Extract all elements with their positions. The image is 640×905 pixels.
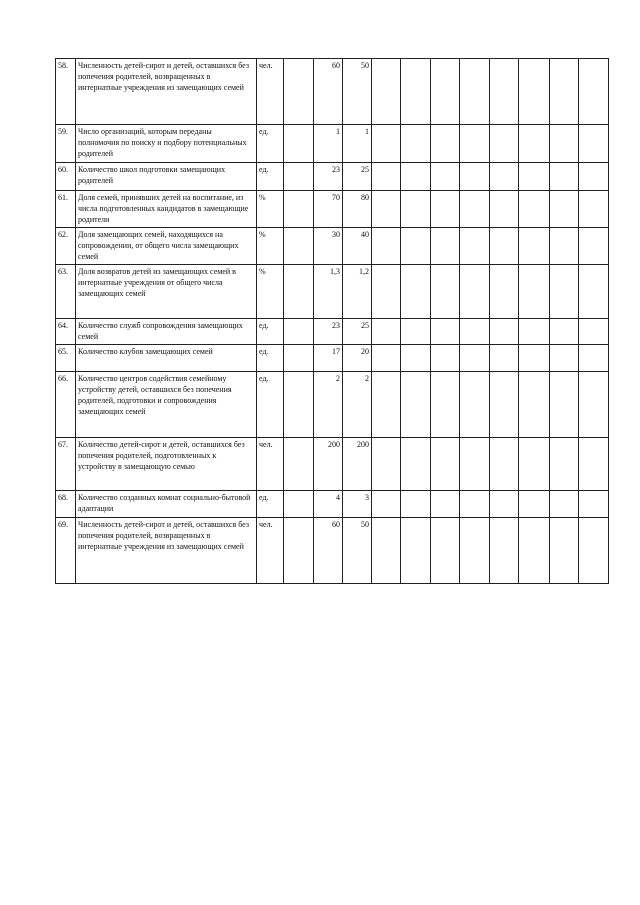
empty-cell — [431, 372, 460, 438]
empty-cell — [579, 345, 609, 372]
value-cell-1: 30 — [314, 228, 343, 265]
empty-cell — [431, 438, 460, 491]
table-row — [56, 191, 609, 228]
value-cell-base — [284, 265, 314, 319]
empty-cell — [372, 163, 401, 191]
empty-cell — [550, 191, 579, 228]
indicator-name: Доля семей, принявших детей на воспитание, из числа подготовленных кандидатов в замещающие родители — [76, 191, 257, 228]
empty-cell — [490, 491, 519, 518]
empty-cell — [431, 345, 460, 372]
empty-cell — [490, 228, 519, 265]
value-cell-1: 23 — [314, 319, 343, 345]
unit-cell: ед. — [257, 163, 284, 191]
indicator-name: Численность детей-сирот и детей, оставшихся без попечения родителей, возвращенных в интернатные учреждения из замещающих семей — [76, 518, 257, 584]
indicator-name: Количество клубов замещающих семей — [76, 345, 257, 372]
empty-cell — [519, 491, 550, 518]
row-number: 67. — [56, 438, 76, 491]
empty-cell — [460, 163, 490, 191]
empty-cell — [401, 191, 431, 228]
value-cell-1: 1 — [314, 125, 343, 163]
value-cell-base — [284, 372, 314, 438]
empty-cell — [372, 372, 401, 438]
empty-cell — [519, 191, 550, 228]
empty-cell — [579, 319, 609, 345]
empty-cell — [519, 372, 550, 438]
indicator-name: Количество школ подготовки замещающих родителей — [76, 163, 257, 191]
empty-cell — [431, 59, 460, 125]
unit-cell: ед. — [257, 345, 284, 372]
empty-cell — [401, 265, 431, 319]
empty-cell — [579, 163, 609, 191]
empty-cell — [490, 163, 519, 191]
empty-cell — [519, 438, 550, 491]
row-number: 61. — [56, 191, 76, 228]
table-row — [56, 163, 609, 191]
empty-cell — [519, 265, 550, 319]
unit-cell: чел. — [257, 438, 284, 491]
indicator-name: Количество детей-сирот и детей, оставшихся без попечения родителей, подготовленных к устройству в замещающую семью — [76, 438, 257, 491]
table-row — [56, 228, 609, 265]
empty-cell — [372, 345, 401, 372]
empty-cell — [579, 518, 609, 584]
empty-cell — [490, 518, 519, 584]
table-row — [56, 59, 609, 125]
empty-cell — [431, 163, 460, 191]
empty-cell — [490, 345, 519, 372]
empty-cell — [550, 265, 579, 319]
value-cell-2: 50 — [343, 518, 372, 584]
empty-cell — [579, 265, 609, 319]
empty-cell — [460, 438, 490, 491]
value-cell-2: 1,2 — [343, 265, 372, 319]
table-row — [56, 125, 609, 163]
empty-cell — [550, 163, 579, 191]
indicator-name: Численность детей-сирот и детей, оставшихся без попечения родителей, возвращенных в интернатные учреждения из замещающих семей — [76, 59, 257, 125]
value-cell-base — [284, 345, 314, 372]
unit-cell: чел. — [257, 59, 284, 125]
empty-cell — [550, 319, 579, 345]
empty-cell — [519, 163, 550, 191]
row-number: 68. — [56, 491, 76, 518]
empty-cell — [579, 438, 609, 491]
empty-cell — [431, 491, 460, 518]
empty-cell — [401, 59, 431, 125]
empty-cell — [579, 191, 609, 228]
row-number: 60. — [56, 163, 76, 191]
empty-cell — [431, 319, 460, 345]
empty-cell — [519, 125, 550, 163]
table-row — [56, 319, 609, 345]
unit-cell: ед. — [257, 372, 284, 438]
empty-cell — [372, 265, 401, 319]
table-row — [56, 265, 609, 319]
unit-cell: % — [257, 191, 284, 228]
unit-cell: ед. — [257, 319, 284, 345]
empty-cell — [460, 265, 490, 319]
empty-cell — [401, 518, 431, 584]
empty-cell — [372, 125, 401, 163]
table-row — [56, 372, 609, 438]
empty-cell — [372, 319, 401, 345]
empty-cell — [519, 518, 550, 584]
table-row — [56, 491, 609, 518]
indicator-name: Количество созданных комнат социально-бытовой адаптации — [76, 491, 257, 518]
unit-cell: % — [257, 228, 284, 265]
empty-cell — [460, 372, 490, 438]
empty-cell — [519, 59, 550, 125]
empty-cell — [431, 228, 460, 265]
empty-cell — [431, 518, 460, 584]
value-cell-2: 200 — [343, 438, 372, 491]
value-cell-2: 50 — [343, 59, 372, 125]
row-number: 69. — [56, 518, 76, 584]
empty-cell — [372, 191, 401, 228]
empty-cell — [372, 438, 401, 491]
value-cell-2: 2 — [343, 372, 372, 438]
empty-cell — [401, 438, 431, 491]
empty-cell — [579, 491, 609, 518]
empty-cell — [372, 228, 401, 265]
empty-cell — [431, 265, 460, 319]
empty-cell — [490, 59, 519, 125]
empty-cell — [460, 345, 490, 372]
empty-cell — [460, 59, 490, 125]
empty-cell — [490, 372, 519, 438]
value-cell-base — [284, 191, 314, 228]
value-cell-2: 3 — [343, 491, 372, 518]
row-number: 59. — [56, 125, 76, 163]
table-row — [56, 518, 609, 584]
value-cell-base — [284, 319, 314, 345]
value-cell-1: 4 — [314, 491, 343, 518]
value-cell-1: 23 — [314, 163, 343, 191]
empty-cell — [490, 265, 519, 319]
empty-cell — [401, 319, 431, 345]
row-number: 66. — [56, 372, 76, 438]
table-row — [56, 438, 609, 491]
empty-cell — [490, 125, 519, 163]
empty-cell — [460, 191, 490, 228]
empty-cell — [490, 438, 519, 491]
indicator-name: Число организаций, которым переданы полномочия по поиску и подбору потенциальных родителей — [76, 125, 257, 163]
value-cell-1: 1,3 — [314, 265, 343, 319]
unit-cell: ед. — [257, 125, 284, 163]
empty-cell — [579, 372, 609, 438]
empty-cell — [550, 491, 579, 518]
empty-cell — [431, 191, 460, 228]
row-number: 58. — [56, 59, 76, 125]
empty-cell — [490, 191, 519, 228]
empty-cell — [550, 438, 579, 491]
row-number: 62. — [56, 228, 76, 265]
empty-cell — [431, 125, 460, 163]
empty-cell — [401, 125, 431, 163]
value-cell-base — [284, 163, 314, 191]
empty-cell — [550, 518, 579, 584]
value-cell-1: 60 — [314, 59, 343, 125]
value-cell-2: 1 — [343, 125, 372, 163]
empty-cell — [372, 518, 401, 584]
value-cell-2: 25 — [343, 319, 372, 345]
empty-cell — [401, 345, 431, 372]
empty-cell — [579, 59, 609, 125]
empty-cell — [401, 228, 431, 265]
value-cell-base — [284, 438, 314, 491]
empty-cell — [372, 59, 401, 125]
empty-cell — [519, 319, 550, 345]
row-number: 65. — [56, 345, 76, 372]
empty-cell — [401, 491, 431, 518]
value-cell-base — [284, 228, 314, 265]
table-row — [56, 345, 609, 372]
empty-cell — [401, 372, 431, 438]
unit-cell: ед. — [257, 491, 284, 518]
empty-cell — [579, 125, 609, 163]
value-cell-1: 17 — [314, 345, 343, 372]
empty-cell — [460, 491, 490, 518]
indicator-name: Количество центров содействия семейному устройству детей, оставшихся без попечения родителей, подготовки и сопровождения замещающих семей — [76, 372, 257, 438]
empty-cell — [579, 228, 609, 265]
empty-cell — [550, 125, 579, 163]
empty-cell — [550, 228, 579, 265]
value-cell-2: 40 — [343, 228, 372, 265]
row-number: 64. — [56, 319, 76, 345]
empty-cell — [372, 491, 401, 518]
empty-cell — [519, 345, 550, 372]
empty-cell — [460, 518, 490, 584]
empty-cell — [460, 125, 490, 163]
indicators-table — [55, 58, 609, 584]
empty-cell — [550, 345, 579, 372]
empty-cell — [401, 163, 431, 191]
value-cell-1: 70 — [314, 191, 343, 228]
unit-cell: % — [257, 265, 284, 319]
value-cell-2: 20 — [343, 345, 372, 372]
empty-cell — [550, 59, 579, 125]
unit-cell: чел. — [257, 518, 284, 584]
value-cell-base — [284, 491, 314, 518]
value-cell-base — [284, 518, 314, 584]
indicator-name: Количество служб сопровождения замещающих семей — [76, 319, 257, 345]
empty-cell — [460, 228, 490, 265]
value-cell-1: 200 — [314, 438, 343, 491]
empty-cell — [490, 319, 519, 345]
value-cell-1: 2 — [314, 372, 343, 438]
indicator-name: Доля возвратов детей из замещающих семей в интернатные учреждения от общего числа замещающих семей — [76, 265, 257, 319]
row-number: 63. — [56, 265, 76, 319]
value-cell-2: 25 — [343, 163, 372, 191]
value-cell-1: 60 — [314, 518, 343, 584]
value-cell-base — [284, 125, 314, 163]
indicator-name: Доля замещающих семей, находящихся на сопровождении, от общего числа замещающих семей — [76, 228, 257, 265]
empty-cell — [519, 228, 550, 265]
empty-cell — [460, 319, 490, 345]
value-cell-2: 80 — [343, 191, 372, 228]
empty-cell — [550, 372, 579, 438]
value-cell-base — [284, 59, 314, 125]
